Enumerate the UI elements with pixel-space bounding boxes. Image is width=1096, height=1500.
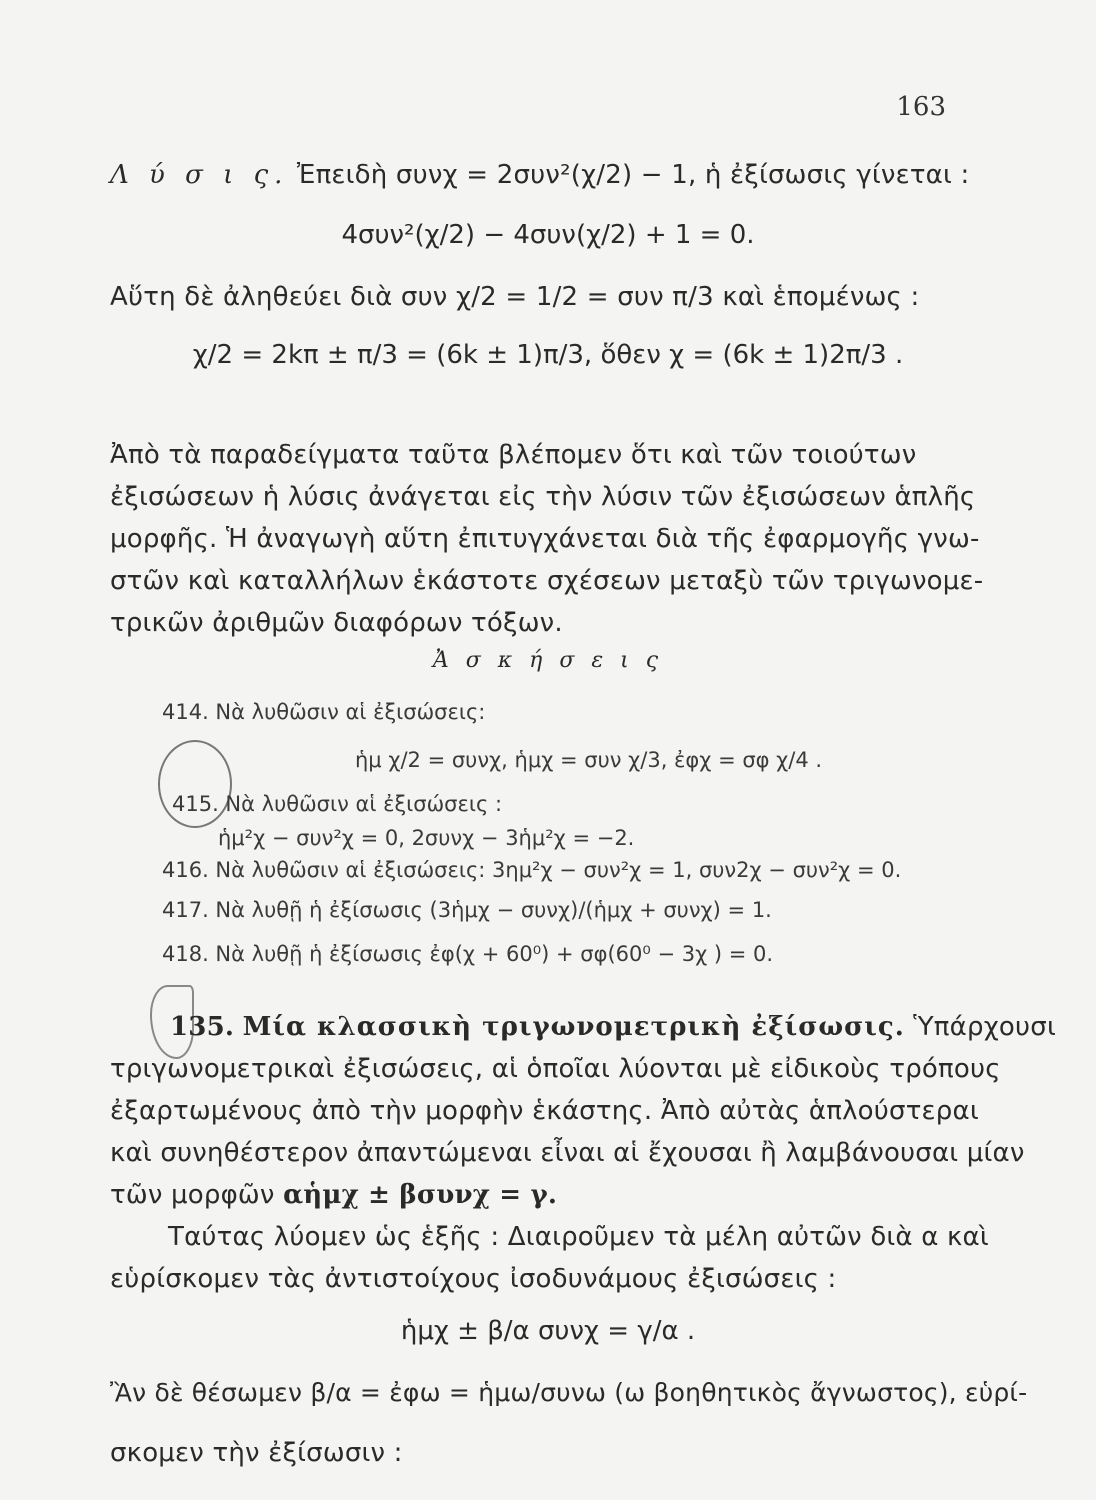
exercise-416: 416. Νὰ λυθῶσιν αἱ ἐξισώσεις: 3ημ²χ − συν²χ = 1, συν2χ − συν²χ = 0.: [162, 858, 902, 882]
solution-title: Λ ύ σ ι ς.: [110, 160, 289, 190]
section-number: 135.: [170, 1012, 235, 1042]
equation-divided: ἡμχ ± β/α συνχ = γ/α .: [400, 1316, 696, 1346]
section-135-line-6: Ταύτας λύομεν ὡς ἑξῆς : Διαιροῦμεν τὰ μέλη αὐτῶν διὰ α καὶ: [168, 1222, 989, 1252]
paragraph-line-3: μορφῆς. Ἡ ἀναγωγὴ αὕτη ἐπιτυγχάνεται διὰ τῆς ἐφαρμογῆς γνω-: [110, 524, 980, 554]
section-135-line-2: τριγωνομετρικαὶ ἐξισώσεις, αἱ ὁποῖαι λύονται μὲ εἰδικοὺς τρόπους: [110, 1054, 1001, 1084]
solution-line-2: Αὕτη δὲ ἀληθεύει διὰ συν χ/2 = 1/2 = συν π/3 καὶ ἑπομένως :: [110, 282, 920, 312]
section-135-line-3: ἐξαρτωμένους ἀπὸ τὴν μορφὴν ἑκάστης. Ἀπὸ αὐτὰς ἁπλούστεραι: [110, 1096, 979, 1126]
section-135-line-8: Ἂν δὲ θέσωμεν β/α = ἐφω = ἡμω/συνω (ω βοηθητικὸς ἄγνωστος), εὑρί-: [110, 1378, 1028, 1407]
classic-form: αἡμχ ± βσυνχ = γ.: [283, 1180, 558, 1210]
exercise-418: 418. Νὰ λυθῇ ἡ ἐξίσωσις ἐφ(χ + 60⁰) + σφ(60⁰ − 3χ ) = 0.: [162, 942, 774, 966]
section-title: Μία κλασσικὴ τριγωνομετρικὴ ἐξίσωσις.: [242, 1012, 905, 1042]
section-135-line-9: σκομεν τὴν ἐξίσωσιν :: [110, 1438, 403, 1468]
page-number: 163: [896, 92, 946, 122]
exercise-415-label: 415. Νὰ λυθῶσιν αἱ ἐξισώσεις :: [172, 792, 503, 816]
exercise-414-label: 414. Νὰ λυθῶσιν αἱ ἐξισώσεις:: [162, 700, 486, 724]
equation-2: χ/2 = 2kπ ± π/3 = (6k ± 1)π/3, ὅθεν χ = (6k ± 1)2π/3 .: [192, 340, 904, 370]
paragraph-line-4: στῶν καὶ καταλλήλων ἑκάστοτε σχέσεων μεταξὺ τῶν τριγωνομε-: [110, 566, 984, 596]
exercises-title: Ἀ σ κ ή σ ε ι ς: [432, 648, 664, 673]
equation-1: 4συν²(χ/2) − 4συν(χ/2) + 1 = 0.: [341, 220, 755, 250]
section-135-line-1: [110, 1012, 1056, 1042]
paragraph-line-1: Ἀπὸ τὰ παραδείγματα ταῦτα βλέπομεν ὅτι καὶ τῶν τοιούτων: [110, 440, 917, 470]
solution-line-1: [110, 160, 969, 190]
section-135-line-5: [110, 1180, 557, 1210]
paragraph-line-5: τρικῶν ἀριθμῶν διαφόρων τόξων.: [110, 608, 563, 638]
section-text-1: Ὑπάρχουσι: [913, 1012, 1056, 1042]
exercise-414-equations: ἡμ χ/2 = συνχ, ἡμχ = συν χ/3, ἐφχ = σφ χ/4 .: [355, 748, 823, 772]
section-text-5: τῶν μορφῶν: [110, 1180, 275, 1210]
exercise-415-equations: ἡμ²χ − συν²χ = 0, 2συνχ − 3ἡμ²χ = −2.: [218, 826, 635, 850]
section-135-line-4: καὶ συνηθέστερον ἀπαντώμεναι εἶναι αἱ ἔχουσαι ἢ λαμβάνουσαι μίαν: [110, 1138, 1025, 1168]
solution-text-1: Ἐπειδὴ συνχ = 2συν²(χ/2) − 1, ἡ ἐξίσωσις γίνεται :: [296, 160, 970, 190]
exercise-417: 417. Νὰ λυθῇ ἡ ἐξίσωσις (3ἡμχ − συνχ)/(ἡμχ + συνχ) = 1.: [162, 898, 772, 922]
section-135-line-7: εὑρίσκομεν τὰς ἀντιστοίχους ἰσοδυνάμους ἐξισώσεις :: [110, 1264, 837, 1294]
paragraph-line-2: ἐξισώσεων ἡ λύσις ἀνάγεται εἰς τὴν λύσιν τῶν ἐξισώσεων ἁπλῆς: [110, 482, 976, 512]
